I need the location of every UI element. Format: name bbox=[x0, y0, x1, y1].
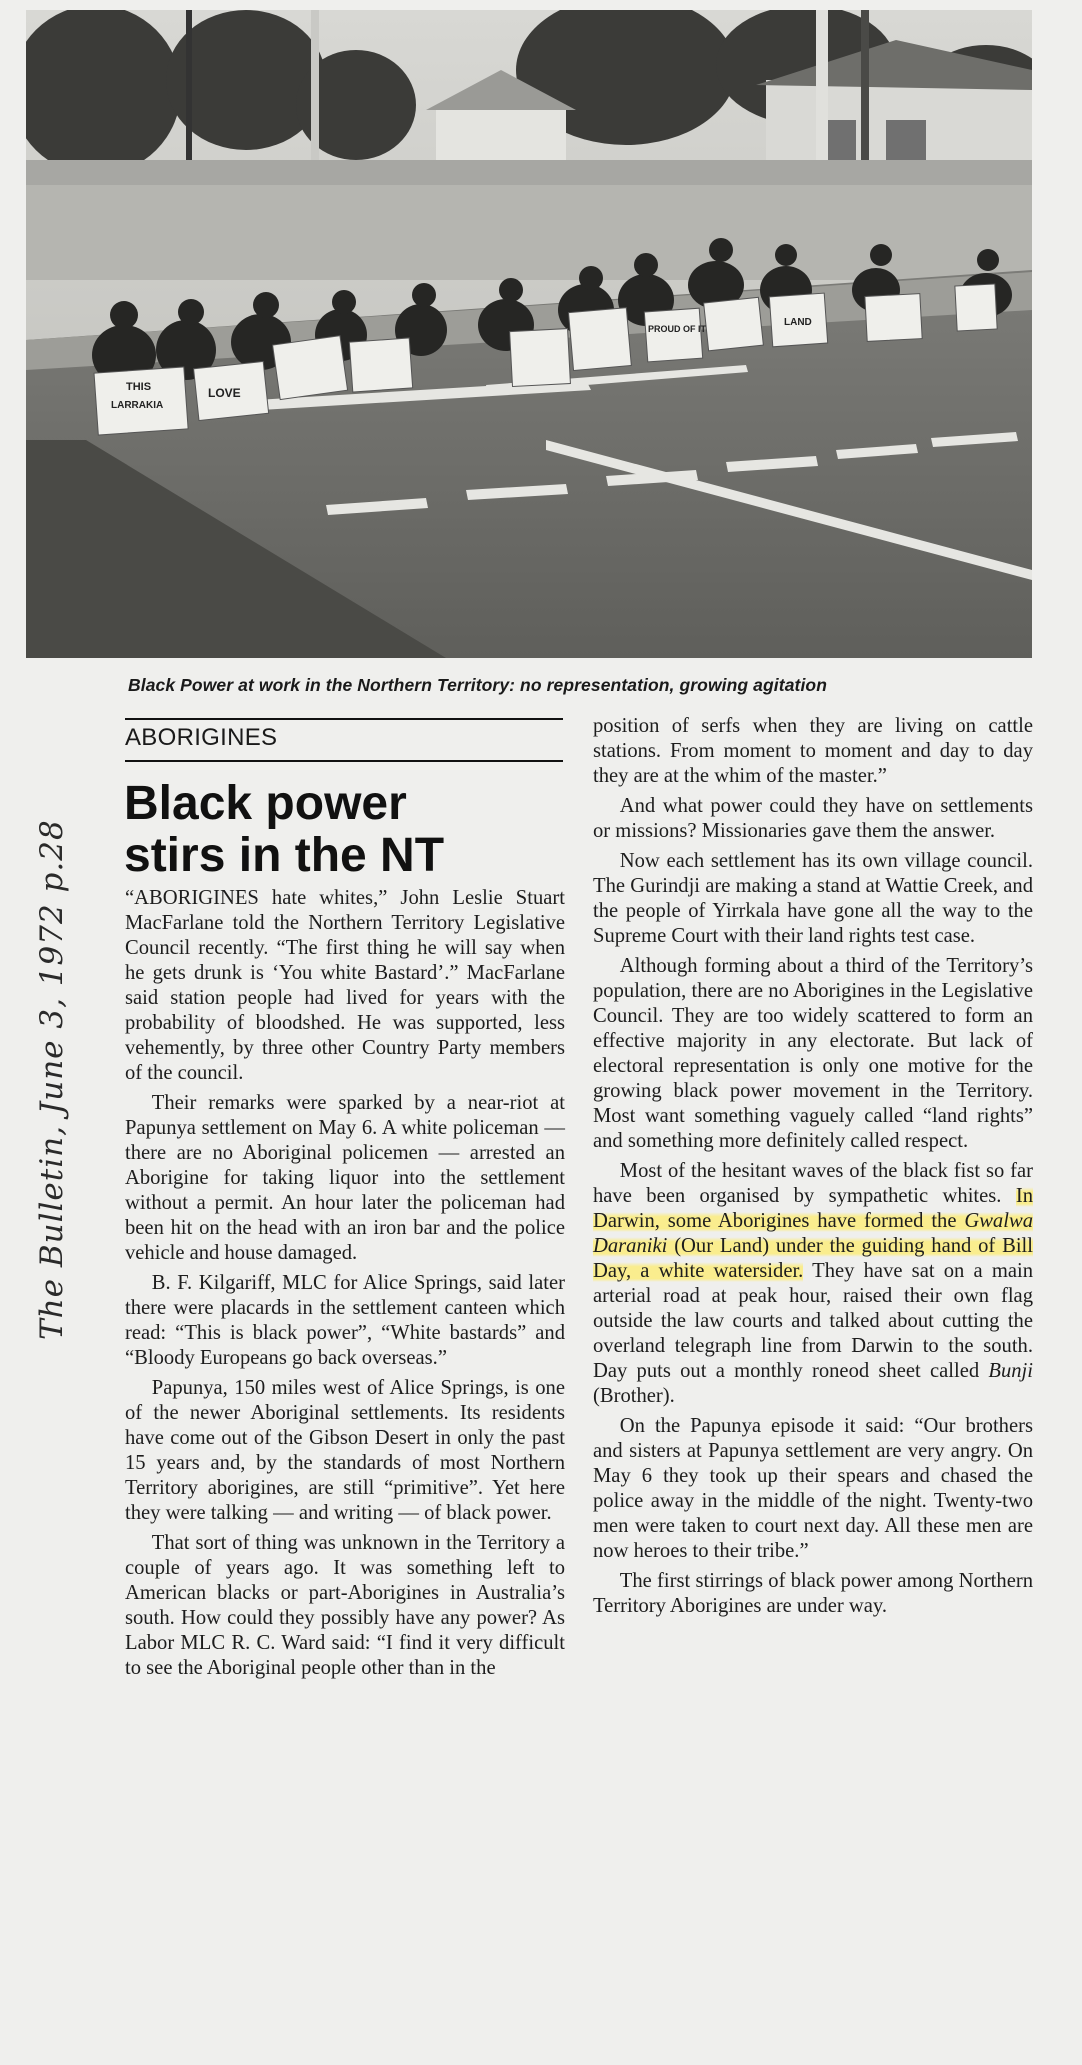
paragraph: Their remarks were sparked by a near-riot at Papunya settlement on May 6. A white policeman — there are no Aboriginal policemen — arrested an Aborigine for taking liquor into the settlement without a permit. An hour later the policeman had been hit on the head with an iron bar and the police vehicle and house damaged. bbox=[125, 1092, 565, 1264]
placard-text-proud: PROUD OF IT bbox=[648, 324, 706, 334]
italic-text: Gwalwa Daraniki bbox=[593, 1210, 1033, 1257]
top-rule bbox=[125, 718, 563, 720]
paragraph: Although forming about a third of the Territory’s population, there are no Aborigines in the Legislative Council. They are too widely scattered to form an effective majority in any electorate. But lack of electoral representation is only one motive for the growing black power movement in the Territory. Most want something vaguely called “land rights” and something more definitely called respect. bbox=[593, 955, 1033, 1152]
article-column-1 bbox=[125, 886, 565, 1681]
placard-text-this: THIS bbox=[126, 381, 152, 393]
placard-text-land: LAND bbox=[784, 317, 812, 328]
paragraph: The first stirrings of black power among Northern Territory Aborigines are under way. bbox=[593, 1570, 1033, 1617]
photo-caption: Black Power at work in the Northern Territory: no representation, growing agitation bbox=[128, 675, 827, 695]
paragraph: position of serfs when they are living on cattle stations. From moment to moment and day to day they are at the whim of the master.” bbox=[593, 715, 1033, 787]
section-rule bbox=[125, 760, 563, 762]
placard-text-larrakia: LARRAKIA bbox=[111, 400, 164, 411]
article-column-2 bbox=[593, 714, 1033, 1619]
protest-photo bbox=[26, 10, 1032, 658]
paragraph: Papunya, 150 miles west of Alice Springs, is one of the newer Aboriginal settlements. Its residents have come out of the Gibson Desert in only the past 15 years and, by the standards of most Northern Territory aborigines, are still “primitive”. Yet here they were talking — and writing — of black power. bbox=[125, 1377, 565, 1524]
headline bbox=[124, 778, 584, 882]
section-label: ABORIGINES bbox=[125, 724, 278, 751]
paragraph: On the Papunya episode it said: “Our brothers and sisters at Papunya settlement are very angry. On May 6 they took up their spears and chased the police away in the middle of the night. Twenty-two men were taken to court next day. All these men are now heroes to their tribe.” bbox=[593, 1415, 1033, 1562]
paragraph: B. F. Kilgariff, MLC for Alice Springs, said later there were placards in the settlement canteen which read: “This is black power”, “White bastards” and “Bloody Europeans go back overseas.” bbox=[125, 1272, 565, 1369]
photo-scene bbox=[26, 10, 1032, 658]
text-run: (Brother). bbox=[593, 1385, 675, 1407]
headline-line-1: Black power bbox=[124, 777, 407, 830]
paragraph: And what power could they have on settlements or missions? Missionaries gave them the answer. bbox=[593, 795, 1033, 842]
headline-line-2: stirs in the NT bbox=[124, 829, 445, 882]
placard-text-love: LOVE bbox=[208, 386, 241, 400]
text-run: In Darwin, some Aborigines have formed the bbox=[593, 1185, 1033, 1232]
italic-text: Bunji bbox=[988, 1360, 1033, 1382]
text-run: Most of the hesitant waves of the black fist so far have been organised by sympathetic whites. bbox=[593, 1160, 1033, 1207]
handwritten-citation: The Bulletin, June 3, 1972 p.28 bbox=[34, 819, 70, 1340]
paragraph: Now each settlement has its own village council. The Gurindji are making a stand at Wattie Creek, and the people of Yirrkala have gone all the way to the Supreme Court with their land rights test case. bbox=[593, 850, 1033, 947]
paragraph-with-highlight bbox=[593, 1159, 1033, 1409]
paragraph: That sort of thing was unknown in the Territory a couple of years ago. It was something left to American blacks or part-Aborigines in Australia’s south. How could they possibly have any power? As Labor MLC R. C. Ward said: “I find it very difficult to see the Aboriginal people other than in the bbox=[125, 1532, 565, 1679]
paragraph: “ABORIGINES hate whites,” John Leslie Stuart MacFarlane told the Northern Territory Legislative Council recently. “The first thing he will say when he gets drunk is ‘You white Bastard’.” MacFarlane said station people had lived for years with the probability of bloodshed. He was supported, less vehemently, by three other Country Party members of the council. bbox=[125, 887, 565, 1084]
text-run: (Our Land) under the guiding hand of Bill Day, a white watersider. bbox=[593, 1235, 1033, 1282]
text-run: They have sat on a main arterial road at peak hour, raised their own flag outside the law courts and talked about cutting the overland telegraph line from Darwin to the south. Day puts out a monthly roneod sheet called bbox=[593, 1260, 1034, 1382]
